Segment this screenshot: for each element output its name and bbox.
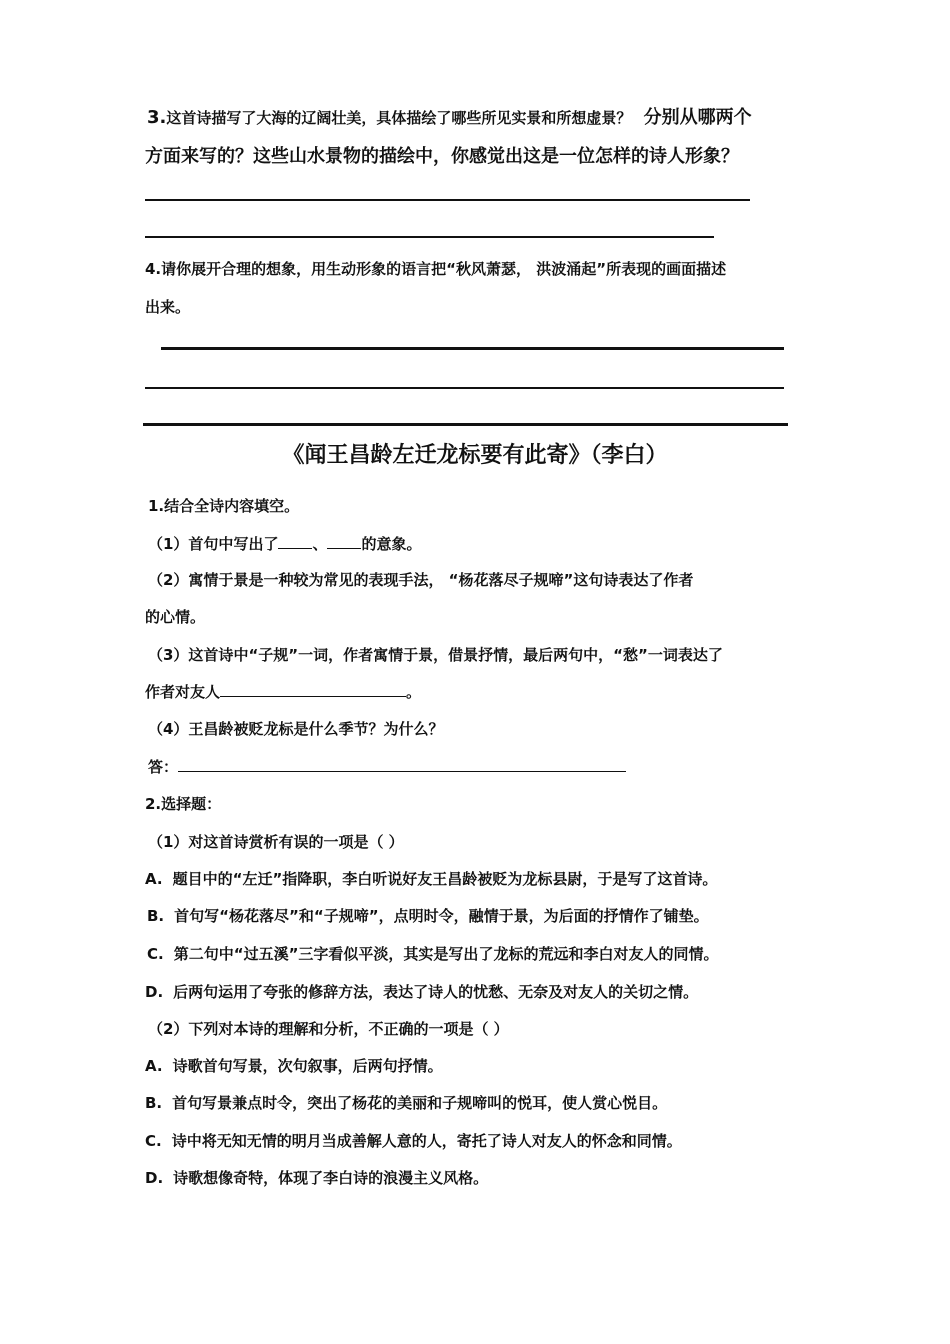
answer-line (145, 199, 750, 201)
part1-heading-text: 结合全诗内容填空。 (164, 497, 300, 515)
section-title: 《闻王昌龄左迁龙标要有此寄》（李白） (282, 443, 668, 468)
part1-item2-line1: （2）寓情于景是一种较为常见的表现手法， “杨花落尽子规啼”这句诗表达了作者 (148, 571, 694, 589)
q4-text: 请你展开合理的想象，用生动形象的语言把“秋风萧瑟， 洪波涌起”所表现的画面描述 (161, 260, 727, 278)
option-text: 诗歌想像奇特，体现了李白诗的浪漫主义风格。 (173, 1169, 489, 1187)
mc1-stem: （1）对这首诗赏析有误的一项是（ ） (148, 833, 404, 851)
item3-suffix: 。 (406, 683, 422, 701)
answer-label: 答： (148, 758, 179, 776)
mc2-option-b[interactable] (145, 1093, 667, 1113)
part1-item2-line2: 的心情。 (145, 608, 206, 626)
fill-blank[interactable] (278, 534, 312, 549)
part2-number: 2. (145, 795, 162, 813)
item1-sep: 、 (312, 535, 328, 553)
part1-answer (148, 757, 626, 777)
mc1-option-c[interactable] (147, 944, 718, 964)
option-letter: A. (145, 1057, 163, 1075)
mc2-option-c[interactable] (145, 1131, 682, 1151)
answer-line (145, 387, 784, 389)
part1-heading (148, 496, 299, 516)
mc2-stem: （2）下列对本诗的理解和分析，不正确的一项是（ ） (148, 1020, 509, 1038)
q3-text-b: 分别从哪两个 (643, 107, 752, 128)
item3-prefix: 作者对友人 (145, 683, 221, 701)
option-text: 题目中的“左迁”指降职，李白听说好友王昌龄被贬为龙标县尉，于是写了这首诗。 (172, 870, 718, 888)
q4-line1 (145, 259, 726, 279)
fill-blank[interactable] (220, 682, 406, 697)
q4-number: 4. (145, 260, 162, 278)
q3-number: 3. (147, 107, 167, 128)
option-letter: C. (147, 945, 164, 963)
option-letter: D. (145, 1169, 164, 1187)
answer-line (161, 347, 784, 350)
part2-heading-text: 选择题： (161, 795, 222, 813)
q3-text-a: 这首诗描写了大海的辽阔壮美，具体描绘了哪些所见实景和所想虚景？ (166, 109, 632, 127)
part1-item1 (148, 534, 421, 554)
item1-prefix: （1）首句中写出了 (148, 535, 279, 553)
item1-suffix: 的意象。 (361, 535, 422, 553)
part1-item3-line2 (145, 682, 421, 702)
answer-line (143, 423, 788, 426)
option-text: 首句写景兼点时令，突出了杨花的美丽和子规啼叫的悦耳，使人赏心悦目。 (172, 1094, 668, 1112)
option-text: 第二句中“过五溪”三字看似平淡，其实是写出了龙标的荒远和李白对友人的同情。 (173, 945, 719, 963)
mc1-option-b[interactable] (147, 906, 709, 926)
option-text: 诗歌首句写景，次句叙事，后两句抒情。 (172, 1057, 443, 1075)
option-text: 诗中将无知无情的明月当成善解人意的人，寄托了诗人对友人的怀念和同情。 (171, 1132, 682, 1150)
option-letter: C. (145, 1132, 162, 1150)
fill-blank[interactable] (327, 534, 361, 549)
q3-line2: 方面来写的？这些山水景物的描绘中，你感觉出这是一位怎样的诗人形象？ (145, 146, 739, 167)
mc2-option-d[interactable] (145, 1168, 488, 1188)
part2-heading (145, 794, 221, 814)
option-letter: A. (145, 870, 163, 888)
answer-line (145, 236, 714, 238)
option-text: 后两句运用了夸张的修辞方法，表达了诗人的忧愁、无奈及对友人的关切之情。 (173, 983, 699, 1001)
option-letter: B. (147, 907, 165, 925)
part1-item4: （4）王昌龄被贬龙标是什么季节？为什么？ (148, 720, 444, 738)
part1-number: 1. (148, 497, 165, 515)
part1-item3-line1: （3）这首诗中“子规”一词，作者寓情于景，借景抒情，最后两句中，“愁”一词表达了 (148, 646, 723, 664)
option-text: 首句写“杨花落尽”和“子规啼”，点明时令，融情于景，为后面的抒情作了铺垫。 (174, 907, 709, 925)
option-letter: B. (145, 1094, 163, 1112)
mc1-option-a[interactable] (145, 869, 717, 889)
q4-line2: 出来。 (145, 298, 191, 316)
answer-blank[interactable] (178, 757, 626, 772)
mc1-option-d[interactable] (145, 982, 698, 1002)
mc2-option-a[interactable] (145, 1056, 443, 1076)
q3-line1 (147, 106, 752, 130)
option-letter: D. (145, 983, 164, 1001)
